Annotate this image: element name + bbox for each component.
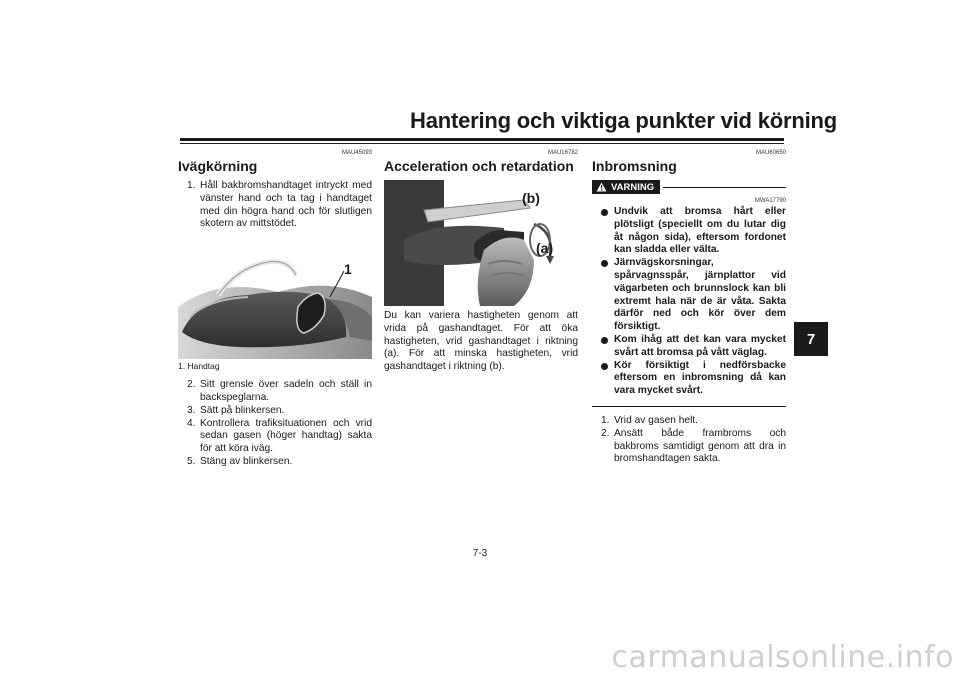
figure-caption: 1. Handtag [178,361,220,372]
list-item [592,415,786,428]
warning-end-rule [592,406,786,407]
warning-box [592,180,786,407]
warning-bullet [592,334,786,360]
warning-bullet-text: Undvik att bromsa hårt eller plötsligt (speciellt om du lutar dig åt någon sida), eftersom fordonet kan sladda eller välta. [614,206,786,256]
list-item-text: Kontrollera trafiksituationen och vrid sedan gasen (höger handtag) sakta för att köra iväg. [200,417,372,455]
warning-bullet-text: Kom ihåg att det kan vara mycket svårt att bromsa på vått väglag. [614,333,786,358]
scooter-seat-illustration [178,237,372,359]
list-item [178,456,372,469]
list-item [592,428,786,466]
section-acceleration [384,150,578,374]
section-title: Acceleration och retardation [384,158,574,174]
page-header-title: Hantering och viktiga punkter vid körning [410,108,837,133]
warning-header [592,180,786,194]
list-item [178,180,372,231]
figure-throttle [384,180,578,306]
section-title: Inbromsning [592,158,677,174]
warning-badge [592,180,660,194]
warning-bullet-text: Kör försiktigt i nedförsbacke eftersom en inbromsning då kan vara mycket svårt. [614,359,786,397]
bullet-dot-icon [601,209,608,216]
list-item-text: Ansätt både frambroms och bakbroms samtidigt genom att dra in bromshandtagen sakta. [614,427,786,465]
braking-steps [592,415,786,466]
list-item [178,405,372,418]
list-item-number: 1. [601,414,610,426]
warning-bullet [592,360,786,398]
list-item-number: 3. [187,404,196,416]
bullet-dot-icon [601,337,608,344]
direction-label-a: (a) [536,240,554,256]
list-item-number: 2. [187,379,196,391]
acceleration-paragraph: Du kan variera hastigheten genom att vrida på gashandtaget. För att öka hastigheten, vrid gashandtaget i riktning (a). För att minska hastigheten, vrid gashandtaget i riktning (b). [384,310,578,373]
warning-bullet [592,257,786,334]
section-code: MAU60650 [755,150,786,156]
warning-bullet-text: Järnvägskorsningar, spårvagnsspår, järnplattor vid vägarbeten och brunnslock kan bli extremt hala när de är våta. Sakta därför ned och kör över dem försiktigt. [614,257,786,333]
section-ivagkorning [178,150,372,469]
section-code: MAU45093 [341,150,372,156]
section-inbromsning [592,150,786,466]
list-item-number: 1. [187,180,196,191]
warning-code: MWA17790 [754,198,786,204]
header-rule [180,138,784,141]
bullet-dot-icon [601,363,608,370]
list-item [178,379,372,405]
warning-label: VARNING [611,181,655,193]
watermark: carmanualsonline.info [611,640,954,675]
steps-list [178,180,372,231]
list-item-text: Stäng av blinkersen. [200,455,293,467]
direction-label-b: (b) [522,190,540,206]
callout-1: 1 [344,261,352,278]
list-item-number: 5. [187,455,196,467]
warning-triangle-icon [596,182,607,192]
list-item-text: Sätt på blinkersen. [200,404,285,416]
list-item [178,418,372,456]
list-item-number: 2. [601,427,610,439]
figure-scooter-seat [178,237,372,359]
warning-rule [663,187,786,188]
list-item-number: 4. [187,417,196,429]
section-title: Ivägkörning [178,158,258,174]
list-item-text: Sitt grensle över sadeln och ställ in backspeglarna. [200,379,372,403]
header-rule-thin [180,143,784,144]
bullet-dot-icon [601,260,608,267]
steps-list-continued [178,379,372,469]
warning-bullet [592,206,786,257]
chapter-tab[interactable]: 7 [794,322,828,356]
section-code: MAU16782 [547,150,578,156]
page-number: 7-3 [472,548,488,559]
list-item-text: Håll bakbromshandtaget intryckt med vänster hand och ta tag i handtaget med din högra hand och för slutligen skotern av mittstödet. [200,180,372,230]
list-item-text: Vrid av gasen helt. [614,414,699,426]
warning-bullets [592,206,786,398]
